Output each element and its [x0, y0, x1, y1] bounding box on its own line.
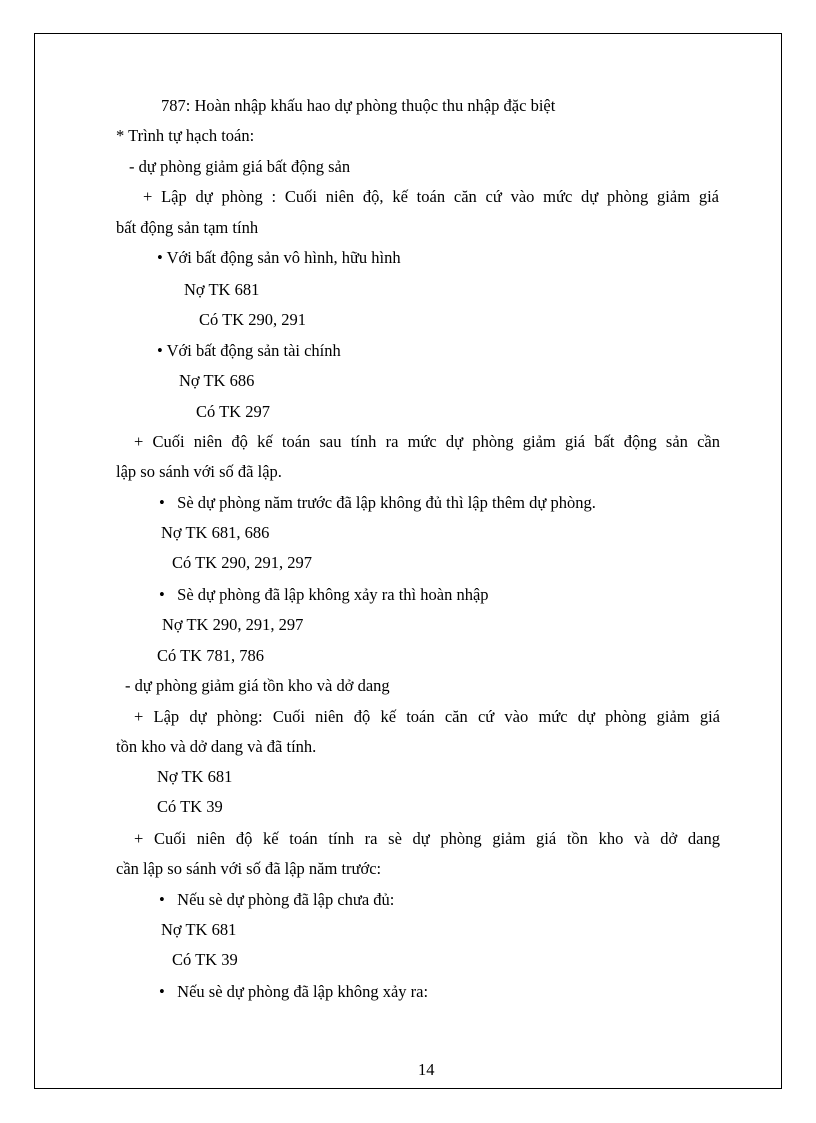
- page-number: 14: [418, 1060, 435, 1079]
- credit-entry: Có TK 290, 291: [199, 310, 306, 329]
- bullet-icon: •: [159, 493, 165, 512]
- bullet-icon: •: [159, 982, 165, 1001]
- text-line: bất động sản tạm tính: [116, 218, 259, 237]
- credit-entry: Có TK 297: [196, 402, 270, 421]
- bullet-text: Với bất động sản tài chính: [166, 341, 341, 360]
- bullet-item: [159, 982, 428, 1002]
- bullet-icon: •: [159, 585, 165, 604]
- credit-entry: Có TK 290, 291, 297: [172, 553, 312, 572]
- credit-entry: Có TK 39: [172, 950, 238, 969]
- bullet-item: [157, 248, 401, 268]
- debit-entry: Nợ TK 686: [179, 371, 255, 390]
- credit-entry: Có TK 39: [157, 797, 223, 816]
- text-line: 787: Hoàn nhập khấu hao dự phòng thuộc thu nhập đặc biệt: [161, 96, 556, 115]
- text-line: + Cuối niên độ kế toán sau tính ra mức dự phòng giảm giá bất động sản cần: [134, 432, 720, 451]
- debit-entry: Nợ TK 681: [157, 767, 233, 786]
- debit-entry: Nợ TK 681: [161, 920, 237, 939]
- bullet-item: [159, 890, 394, 910]
- bullet-icon: •: [157, 341, 163, 360]
- text-line: + Cuối niên độ kế toán tính ra sè dự phòng giảm giá tồn kho và dở dang: [134, 829, 720, 848]
- subsection-heading: - dự phòng giảm giá bất động sản: [129, 157, 351, 176]
- text-line: lập so sánh với số đã lập.: [116, 462, 282, 481]
- bullet-item: [157, 341, 341, 361]
- bullet-text: Sè dự phòng đã lập không xảy ra thì hoàn nhập: [177, 585, 489, 604]
- bullet-icon: •: [159, 890, 165, 909]
- debit-entry: Nợ TK 681, 686: [161, 523, 270, 542]
- bullet-icon: •: [157, 248, 163, 267]
- text-line: + Lập dự phòng: Cuối niên độ kế toán căn cứ vào mức dự phòng giảm giá: [134, 707, 720, 726]
- subsection-heading: - dự phòng giảm giá tồn kho và dở dang: [125, 676, 390, 695]
- debit-entry: Nợ TK 681: [184, 280, 260, 299]
- bullet-text: Nếu sè dự phòng đã lập không xảy ra:: [177, 982, 429, 1001]
- bullet-item: [159, 493, 596, 513]
- bullet-text: Sè dự phòng năm trước đã lập không đủ thì lập thêm dự phòng.: [177, 493, 596, 512]
- bullet-text: Nếu sè dự phòng đã lập chưa đủ:: [177, 890, 395, 909]
- text-line: + Lập dự phòng : Cuối niên độ, kế toán căn cứ vào mức dự phòng giảm giá: [143, 187, 719, 206]
- section-heading: * Trình tự hạch toán:: [116, 126, 255, 145]
- debit-entry: Nợ TK 290, 291, 297: [162, 615, 304, 634]
- credit-entry: Có TK 781, 786: [157, 646, 264, 665]
- text-line: cần lập so sánh với số đã lập năm trước:: [116, 859, 382, 878]
- bullet-item: [159, 585, 489, 605]
- text-line: tồn kho và dở dang và đã tính.: [116, 737, 317, 756]
- bullet-text: Với bất động sản vô hình, hữu hình: [166, 248, 401, 267]
